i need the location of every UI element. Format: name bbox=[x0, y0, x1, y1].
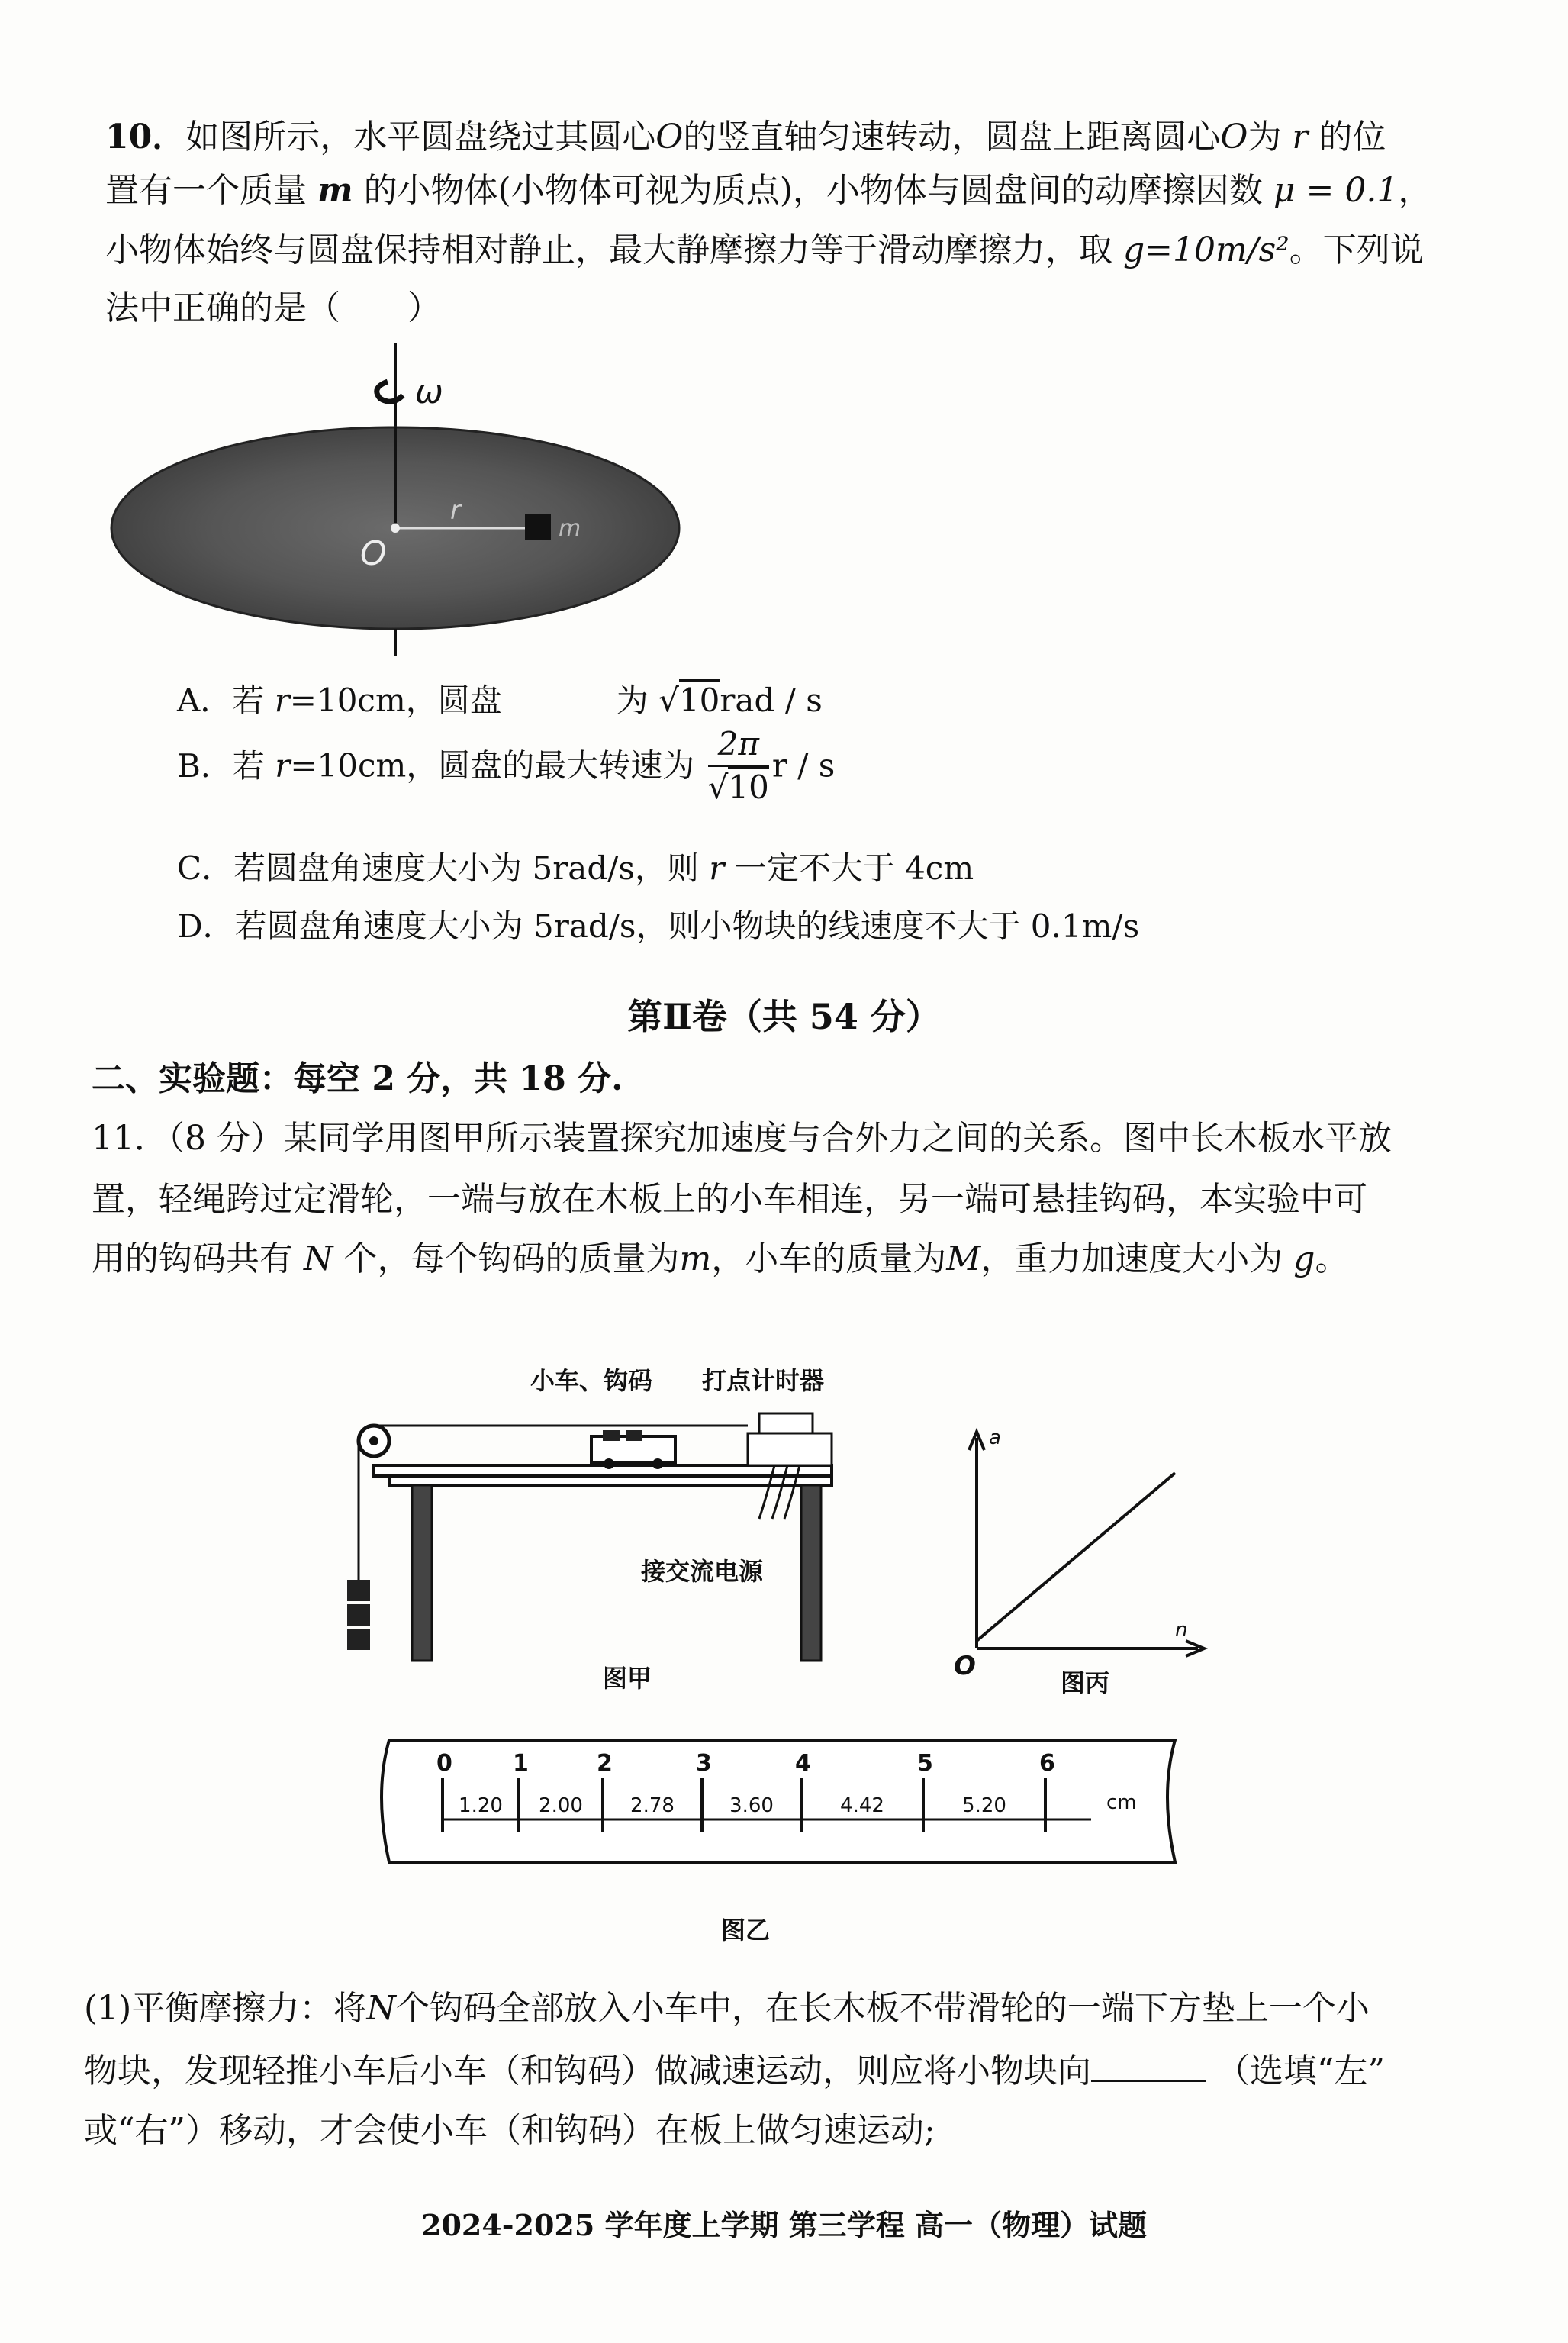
figure-jia-caption: 图甲 bbox=[603, 1664, 652, 1693]
hanging-weight-2 bbox=[347, 1604, 370, 1626]
option-b: B．若 r=10cm，圆盘的最大转速为 $\frac{2\pi}{√10}$ r / s bbox=[177, 724, 835, 808]
option-d: D．若圆盘角速度大小为 5rad/s，则小物块的线速度不大于 0.1m/s bbox=[177, 907, 1140, 945]
q11-line1: 11．（8 分）某同学用图甲所示装置探究加速度与合外力之间的关系。图中长木板水平放 bbox=[92, 1119, 1392, 1158]
cart-weight-2 bbox=[626, 1430, 642, 1441]
tape-point-label: 4 bbox=[795, 1750, 811, 1777]
timer-label: 打点计时器 bbox=[702, 1366, 825, 1395]
sqrt-expression: √10 bbox=[658, 679, 720, 719]
ac-power-label: 接交流电源 bbox=[641, 1557, 764, 1586]
q10-line1: 10．如图所示，水平圆盘绕过其圆心O的竖直轴匀速转动，圆盘上距离圆心O为 r 的位 bbox=[105, 118, 1386, 156]
tape-gap-label: 2.78 bbox=[630, 1794, 675, 1817]
option-c: C．若圆盘角速度大小为 5rad/s，则 r 一定不大于 4cm bbox=[177, 849, 974, 887]
q10-line2: 置有一个质量 m 的小物体(小物体可视为质点)，小物体与圆盘间的动摩擦因数 μ = 0.1， bbox=[105, 171, 1432, 210]
long-board bbox=[374, 1465, 832, 1476]
paper-tape-figure bbox=[359, 1717, 1206, 1946]
origin-label: O bbox=[954, 1651, 976, 1681]
table-leg-right bbox=[801, 1485, 821, 1661]
y-axis-label: a bbox=[989, 1426, 1001, 1449]
radius-r-label: r bbox=[450, 495, 461, 526]
car-weights-label: 小车、钩码 bbox=[530, 1366, 653, 1395]
tape-unit-label: cm bbox=[1106, 1791, 1137, 1814]
tape-point-label: 2 bbox=[597, 1750, 613, 1777]
small-object-block bbox=[525, 514, 551, 540]
cart-wheel-right bbox=[652, 1458, 663, 1469]
apparatus-figure bbox=[320, 1351, 870, 1702]
center-dot bbox=[391, 524, 400, 533]
timer-base bbox=[748, 1433, 832, 1465]
tape-gap-label: 3.60 bbox=[729, 1794, 774, 1817]
tape-gap-label: 4.42 bbox=[840, 1794, 884, 1817]
tape-point-label: 5 bbox=[917, 1750, 933, 1777]
option-a: A．若 r=10cm，圆盘 为 √10rad / s bbox=[177, 678, 823, 724]
ticker-timer bbox=[759, 1413, 813, 1433]
q11-line3: 用的钩码共有 N 个，每个钩码的质量为m，小车的质量为M，重力加速度大小为 g。 bbox=[92, 1239, 1349, 1278]
tape-gap-label: 2.00 bbox=[539, 1794, 583, 1817]
table-top bbox=[389, 1476, 832, 1485]
proportional-line bbox=[977, 1473, 1175, 1641]
object-m-label: m bbox=[559, 515, 581, 542]
page-footer: 2024-2025 学年度上学期 第三学程 高一（物理）试题 bbox=[421, 2208, 1147, 2242]
figure-bing-caption: 图丙 bbox=[1061, 1668, 1110, 1697]
x-axis-label: n bbox=[1175, 1619, 1188, 1642]
cart-weight-1 bbox=[603, 1430, 620, 1441]
rotation-arrow-icon bbox=[377, 382, 403, 401]
a-n-graph bbox=[946, 1420, 1236, 1702]
figure-yi-caption: 图乙 bbox=[721, 1916, 771, 1945]
rotating-disc-figure bbox=[92, 336, 702, 664]
tape-gap-label: 5.20 bbox=[962, 1794, 1006, 1817]
q10-line3: 小物体始终与圆盘保持相对静止，最大静摩擦力等于滑动摩擦力，取 g=10m/s²。下列说 bbox=[105, 230, 1424, 269]
omega-label: ω bbox=[415, 372, 443, 411]
cart-wheel-left bbox=[604, 1458, 614, 1469]
center-O-label: O bbox=[360, 534, 387, 573]
tape-point-label: 3 bbox=[696, 1750, 712, 1777]
hanging-weight-1 bbox=[347, 1580, 370, 1601]
q11-sub1-line3: 或“右”）移动，才会使小车（和钩码）在板上做匀速运动; bbox=[84, 2111, 935, 2150]
tape-point-label: 6 bbox=[1039, 1750, 1055, 1777]
tape-point-label: 0 bbox=[436, 1750, 452, 1777]
q11-sub1-line1: (1)平衡摩擦力：将N个钩码全部放入小车中，在长木板不带滑轮的一端下方垫上一个小 bbox=[84, 1989, 1370, 2028]
q10-line4: 法中正确的是（ ） bbox=[105, 288, 441, 327]
hanging-weight-3 bbox=[347, 1629, 370, 1650]
tape-point-label: 1 bbox=[513, 1750, 529, 1777]
answer-blank[interactable] bbox=[1091, 2054, 1206, 2082]
speed-fraction: $\frac{2\pi}{√10}$ bbox=[707, 725, 769, 806]
q11-sub1-line2: 物块，发现轻推小车后小车（和钩码）做减速运动，则应将小物块向 （选填“左” bbox=[84, 2051, 1385, 2090]
section2-subtitle: 二、实验题：每空 2 分，共 18 分. bbox=[92, 1059, 623, 1098]
table-leg-left bbox=[412, 1485, 432, 1661]
section2-title: 第Ⅱ卷（共 54 分） bbox=[627, 996, 941, 1037]
q11-line2: 置，轻绳跨过定滑轮，一端与放在木板上的小车相连，另一端可悬挂钩码，本实验中可 bbox=[92, 1180, 1367, 1219]
tape-gap-label: 1.20 bbox=[459, 1794, 503, 1817]
